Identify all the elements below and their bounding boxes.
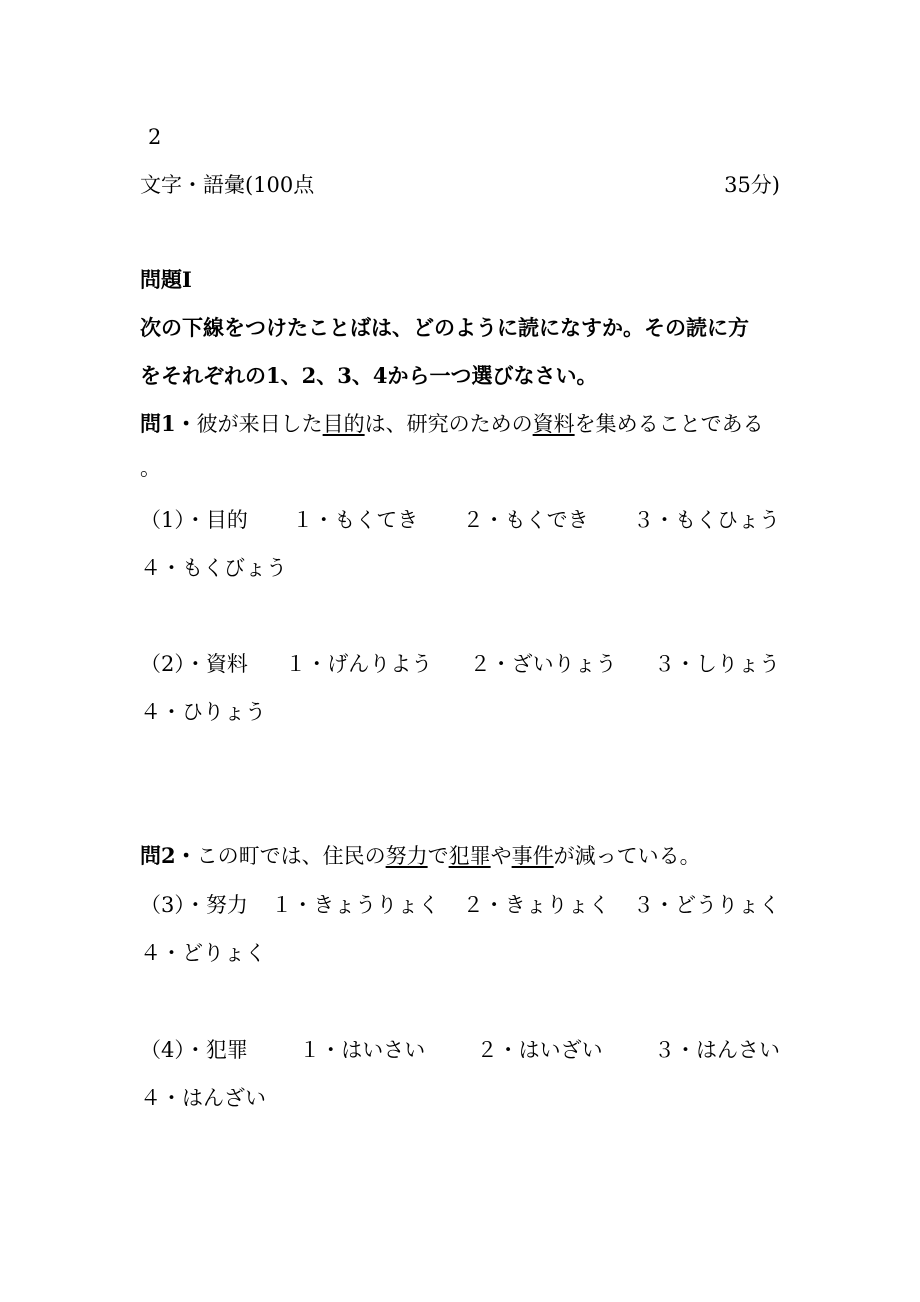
q2-underlined-word: 努力: [385, 844, 428, 868]
item-1-row: [140, 505, 780, 535]
q2-underlined-word: 犯罪: [448, 844, 491, 868]
item-1-option[interactable]: ３・もくひょう: [633, 508, 780, 532]
q2-underlined-word: 事件: [511, 844, 554, 868]
item-1-option[interactable]: １・もくてき: [292, 508, 419, 532]
item-1-label: （1）・目的: [140, 508, 248, 532]
item-4-option[interactable]: １・はいさい: [299, 1038, 426, 1062]
item-3-row: [140, 890, 780, 920]
item-2-option[interactable]: ３・しりょう: [654, 652, 780, 676]
item-2-option-4[interactable]: ４・ひりょう: [140, 700, 266, 724]
q1-text-part: は、研究のための: [364, 412, 533, 436]
item-2-row: [140, 649, 780, 679]
item-3-label: （3）・努力: [140, 893, 248, 917]
item-3-option-4[interactable]: ４・どりょく: [140, 941, 266, 965]
item-4-label: （4）・犯罪: [140, 1038, 248, 1062]
instruction-line-2: をそれぞれの1、2、3、4から一つ選びなさい。: [140, 363, 598, 388]
item-2-option[interactable]: １・げんりよう: [285, 652, 433, 676]
question-1-sentence: [140, 409, 764, 439]
item-2-option[interactable]: ２・ざいりょう: [469, 652, 617, 676]
item-1-option-4[interactable]: ４・もくびょう: [140, 556, 287, 580]
q2-text-part: この町では、住民の: [196, 844, 386, 868]
question-2-label: 問2・: [140, 843, 197, 868]
q1-underlined-word: 資料: [532, 412, 575, 436]
item-2-label: （2）・資料: [140, 652, 248, 676]
problem-title: 問題Ⅰ: [140, 267, 192, 292]
item-3-option[interactable]: ２・きょりょく: [462, 893, 610, 917]
item-4-option[interactable]: ３・はんさい: [654, 1038, 780, 1062]
section-header-right: 35分): [724, 173, 780, 197]
item-3-option[interactable]: ３・どうりょく: [633, 893, 780, 917]
item-3-option[interactable]: １・きょうりょく: [271, 893, 440, 917]
q1-text-part: 彼が来日した: [196, 412, 323, 436]
instruction-line-1: 次の下線をつけたことばは、どのように読になすか。その読に方: [140, 315, 749, 340]
item-4-row: [140, 1035, 780, 1065]
question-2-sentence: [140, 841, 701, 871]
page-number: 2: [148, 125, 162, 149]
q1-underlined-word: 目的: [322, 412, 365, 436]
q2-text-part: が減っている。: [553, 844, 701, 868]
q1-text-part: を集めることである: [574, 412, 764, 436]
question-1-label: 問1・: [140, 411, 197, 436]
item-1-option[interactable]: ２・もくでき: [462, 508, 589, 532]
question-1-continuation: 。: [140, 456, 161, 480]
q2-text-part: や: [490, 844, 512, 868]
q2-text-part: で: [427, 844, 449, 868]
item-4-option[interactable]: ２・はいざい: [476, 1038, 603, 1062]
section-header-left: 文字・語彙(100点: [140, 173, 315, 197]
item-4-option-4[interactable]: ４・はんざい: [140, 1086, 266, 1110]
